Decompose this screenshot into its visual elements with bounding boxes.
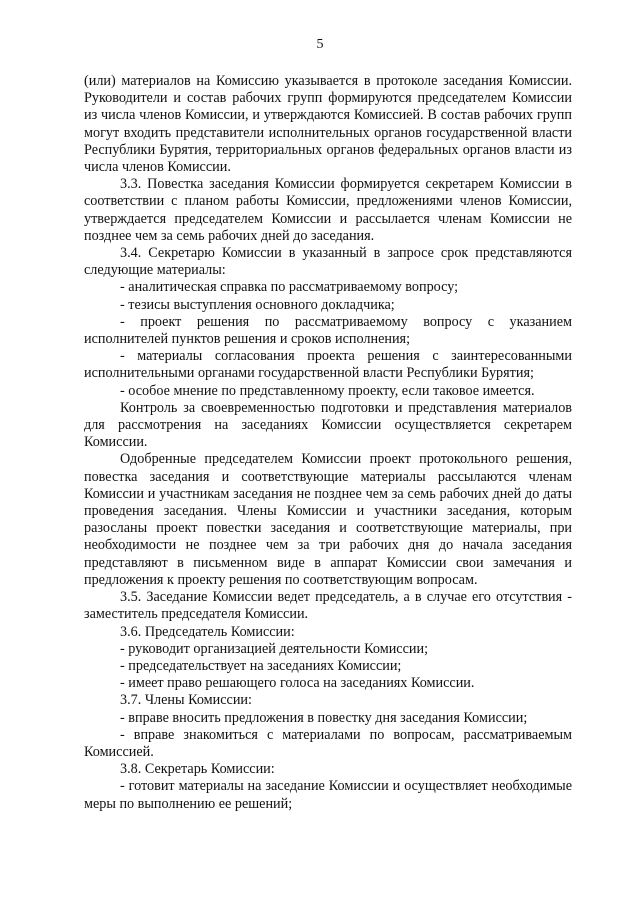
list-item: - тезисы выступления основного докладчика; — [120, 296, 395, 313]
list-item: - материалы согласования проекта решения с заинтересованными исполнительными органами государственной власти Республики Бурятия; — [84, 348, 572, 382]
paragraph-continuation: (или) материалов на Комиссию указывается в протоколе заседания Комиссии. Руководители и состав рабочих групп формируются председателем Комиссии из числа членов Комиссии, и утверждаются Комиссией. В состав рабочих групп могут входить представители исполнительных органов государственной власти Республики Бурятия, территориальных органов федеральных органов власти из числа членов Комиссии. — [84, 73, 572, 176]
list-item: - вправе знакомиться с материалами по вопросам, рассматриваемым Комиссией. — [84, 726, 572, 760]
paragraph-control: Контроль за своевременностью подготовки и представления материалов для рассмотрения на заседаниях Комиссии осуществляется секретарем Комиссии. — [84, 399, 572, 451]
list-item: - особое мнение по представленному проекту, если таковое имеется. — [120, 382, 535, 399]
list-item: - имеет право решающего голоса на заседаниях Комиссии. — [120, 675, 475, 692]
page-number: 5 — [316, 37, 324, 52]
list-item: - аналитическая справка по рассматриваемому вопросу; — [120, 279, 459, 296]
list-item: - готовит материалы на заседание Комиссии и осуществляет необходимые меры по выполнению ее решений; — [84, 778, 572, 812]
paragraph-3-4: 3.4. Секретарю Комиссии в указанный в запросе срок представляются следующие материалы: — [84, 245, 572, 279]
paragraph-3-5: 3.5. Заседание Комиссии ведет председатель, а в случае его отсутствия - заместитель председателя Комиссии. — [84, 589, 572, 623]
paragraph-3-8: 3.8. Секретарь Комиссии: — [120, 761, 275, 778]
list-item: - председательствует на заседаниях Комиссии; — [120, 657, 402, 674]
list-item: - проект решения по рассматриваемому вопросу с указанием исполнителей пунктов решения и сроков исполнения; — [84, 313, 572, 348]
paragraph-3-3: 3.3. Повестка заседания Комиссии формируется секретарем Комиссии в соответствии с планом работы Комиссии, предложениями членов Комиссии, утверждается председателем Комиссии и рассылается членам Комиссии не позднее чем за семь рабочих дней до заседания. — [84, 176, 572, 244]
paragraph-3-6: 3.6. Председатель Комиссии: — [120, 623, 295, 640]
paragraph-approved-materials: Одобренные председателем Комиссии проект протокольного решения, повестка заседания и соответствующие материалы рассылаются членам Комиссии и участникам заседания не позднее чем за семь рабочих дней до даты проведения заседания. Члены Комиссии и участники заседания, которым разосланы проект повестки заседания и соответствующие материалы, при необходимости не позднее чем за три рабочих дня до начала заседания представляют в письменном виде в аппарат Комиссии свои замечания и предложения к проекту решения по соответствующим вопросам. — [84, 451, 572, 588]
document-body — [84, 73, 572, 813]
list-item: - вправе вносить предложения в повестку дня заседания Комиссии; — [120, 709, 528, 726]
list-item: - руководит организацией деятельности Комиссии; — [120, 640, 429, 657]
paragraph-3-7: 3.7. Члены Комиссии: — [120, 692, 252, 709]
